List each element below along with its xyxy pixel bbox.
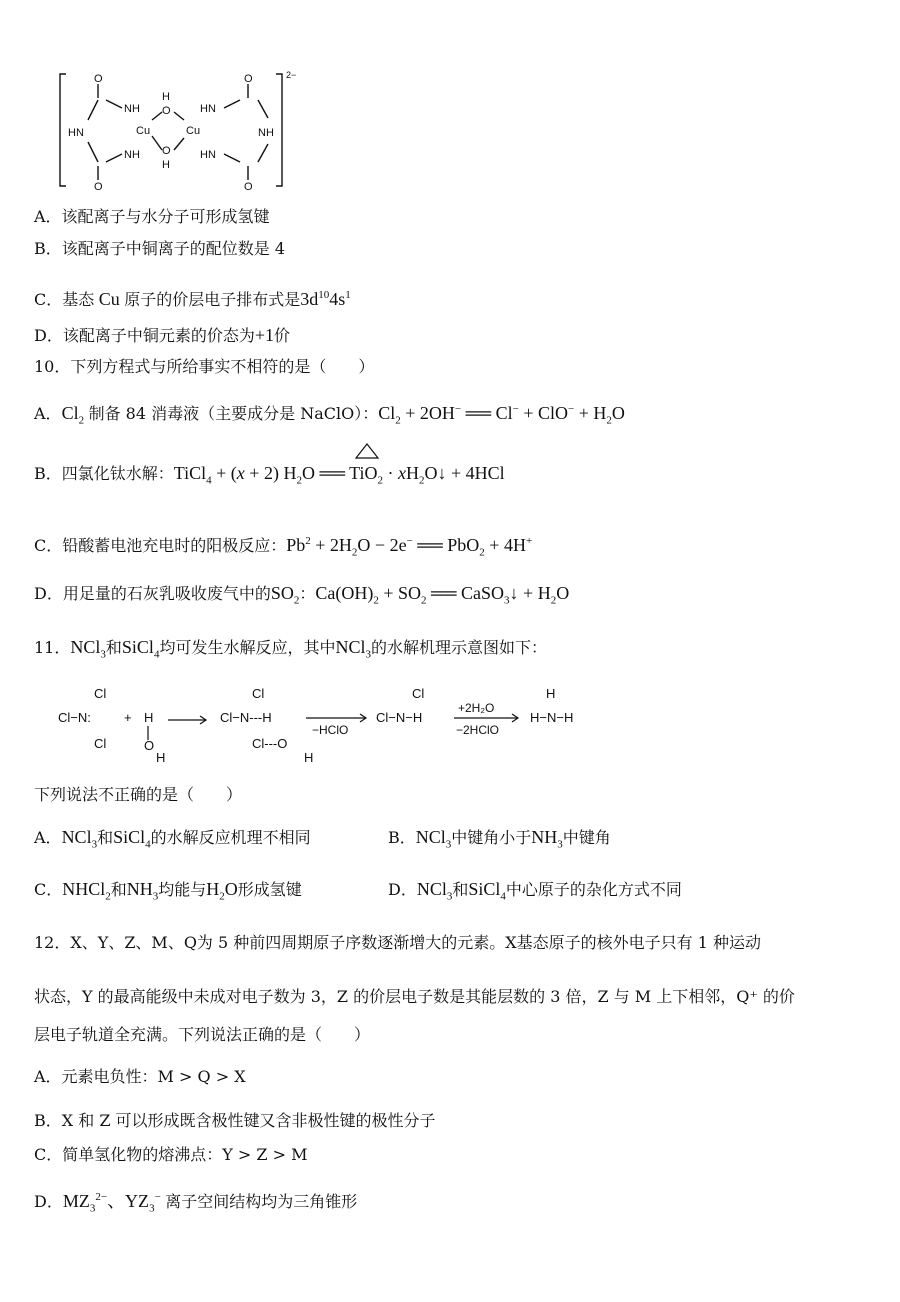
svg-text:Cl−N:: Cl−N: [58,710,91,725]
svg-text:Cl: Cl [412,686,425,701]
q11-option-c-text-3: 形成氢键 [237,880,302,899]
q11-stem: 11．NCl$_3$和SiCl$_4$均可发生水解反应，其中NCl$_3$的水解机理示意图如下： [34,637,547,661]
svg-text:HN: HN [200,103,216,115]
q11-stem-part-a: 和 [105,638,122,657]
q10-option-c: C．铅酸蓄电池充电时的阳极反应：$Pb^2 + 2H_2O - 2e^-$ ══ PbO$_2$ + 4H+ [34,535,533,559]
q9-option-c-prefix: C．基态 [34,290,95,309]
q10-option-b: B．四氯化钛水解：TiCl$_4$ + (x + 2) $H_2O$ ══ $TiO_2 \cdot xH_2O↓ + 4HCl$ [34,463,505,487]
q10-option-d-label: D．用足量的石灰乳吸收废气中的 [34,584,271,603]
ncl3-hydrolysis-mechanism [56,684,696,770]
q10-option-a-label: A． [34,404,62,423]
q10-option-b-label: B．四氯化钛水解： [34,464,174,483]
q12-option-d: D．$MZ_3^{2-}$、$YZ_3^-$ 离子空间结构均为三角锥形 [34,1191,358,1215]
q11-option-c-text-2: 均能与 [158,880,207,899]
q10-option-a: A．$Cl_2$ 制备 84 消毒液（主要成分是 NaClO）：$Cl_2 + 2OH^-$ ══ $Cl^- + ClO^- + H_2O$ [34,403,625,427]
mech-minus-hclo: −HClO [312,723,349,737]
heat-triangle-icon [352,442,382,460]
svg-text:H: H [162,159,170,171]
q11-option-b-label: B． [388,828,416,847]
svg-text:Cl: Cl [94,736,107,751]
q9-option-c: C．基态 Cu 原子的价层电子排布式是$3d^{10}4s^1$ [34,289,351,309]
q9-option-d-prefix: D．该配离子中铜元素的价态为 [34,326,255,345]
svg-text:O: O [244,181,253,190]
q12-option-a: A．元素电负性：M > Q > X [34,1067,246,1086]
q11-option-b-text-2: 中键角 [562,828,611,847]
q10-option-d: D．用足量的石灰乳吸收废气中的$SO_2$：$Ca(OH)_2 + SO_2$ ══ CaSO$_3$↓ + $H_2O$ [34,583,570,607]
svg-text:2−: 2− [286,70,297,80]
mech-minus-2hclo: −2HClO [456,723,500,737]
q11-option-c-text-1: 和 [110,880,127,899]
q11-option-b-text-1: 中键角小于 [451,828,532,847]
q9-option-b: B．该配离子中铜离子的配位数是 4 [34,239,286,258]
svg-text:Cl---O: Cl---O [252,736,288,751]
svg-text:HN: HN [68,127,84,139]
q11-option-d: D．NCl$_3$和SiCl$_4$中心原子的杂化方式不同 [388,879,682,903]
svg-text:Cu: Cu [186,125,201,137]
q12-option-d-text: 离子空间结构均为三角锥形 [165,1192,358,1211]
svg-text:HN: HN [200,149,216,161]
q11-option-a-label: A． [34,828,62,847]
svg-text:NH: NH [124,149,140,161]
q11-option-c-label: C． [34,880,63,899]
q9-option-d-suffix: 价 [274,326,291,345]
q9-option-d: D．该配离子中铜元素的价态为+1价 [34,325,291,345]
q11-option-c: C．NHCl$_2$和$NH_3$均能与$H_2O$形成氢键 [34,879,302,903]
q9-option-a: A．该配离子与水分子可形成氢键 [34,207,270,226]
q11-option-d-label: D． [388,880,417,899]
q11-option-a-text-1: 和 [97,828,114,847]
q11-option-a: A．NCl$_3$和SiCl$_4$的水解反应机理不相同 [34,827,311,851]
svg-text:O: O [144,738,155,753]
q12-stem-line2: 状态，Y 的最高能级中未成对电子数为 3，Z 的价层电子数是其能层数的 3 倍，Z 与 M 上下相邻，Q⁺ 的价 [34,987,795,1006]
svg-text:Cl: Cl [252,686,265,701]
svg-text:NH: NH [124,103,140,115]
q11-stem-part-b: 均可发生水解反应，其中 [159,638,336,657]
q11-stem-number: 11． [34,638,71,657]
svg-text:NH: NH [258,127,274,139]
svg-text:H: H [156,750,166,765]
q11-stem-part-c: 的水解机理示意图如下： [370,638,547,657]
q12-stem-line1: 12．X、Y、Z、M、Q为 5 种前四周期原子序数逐渐增大的元素。X基态原子的核外电子只有 1 种运动 [34,933,762,952]
svg-text:O: O [162,105,171,117]
svg-text:Cl: Cl [94,686,107,701]
mech-plus-2h2o: +2H₂O [458,701,495,715]
q12-option-b: B．X 和 Z 可以形成既含极性键又含非极性键的极性分子 [34,1111,436,1130]
svg-text:H−N−H: H−N−H [530,710,574,725]
svg-text:Cu: Cu [136,125,151,137]
q11-option-a-text-2: 的水解反应机理不相同 [150,828,311,847]
q11-stem2: 下列说法不正确的是（ ） [34,785,243,804]
svg-text:H: H [546,686,556,701]
svg-text:Cl−N---H: Cl−N---H [220,710,272,725]
svg-text:O: O [94,181,103,190]
q12-stem-line3: 层电子轨道全充满。下列说法正确的是（ ） [34,1025,371,1044]
svg-text:Cl−N−H: Cl−N−H [376,710,423,725]
q9-option-c-middle: 原子的价层电子排布式是 [124,290,301,309]
q11-option-d-text-1: 和 [452,880,469,899]
svg-text:H: H [162,91,170,103]
svg-text:O: O [94,73,103,85]
q11-option-b: B．NCl$_3$中键角小于$NH_3$中键角 [388,827,611,851]
svg-text:H: H [304,750,314,765]
svg-text:O: O [244,73,253,85]
q10-stem: 10．下列方程式与所给事实不相符的是（ ） [34,357,375,376]
svg-text:H: H [144,710,154,725]
copper-complex-structure [58,70,308,190]
q10-option-d-colon: ： [299,584,316,603]
q12-option-d-label: D． [34,1192,63,1211]
q10-option-c-label: C．铅酸蓄电池充电时的阳极反应： [34,536,287,555]
q12-option-c: C．简单氢化物的熔沸点：Y > Z > M [34,1145,308,1164]
q10-option-a-desc: 制备 84 消毒液（主要成分是 NaClO）： [88,404,379,423]
svg-text:+: + [124,710,132,725]
q11-option-d-text-2: 中心原子的杂化方式不同 [505,880,682,899]
svg-text:O: O [162,145,171,157]
